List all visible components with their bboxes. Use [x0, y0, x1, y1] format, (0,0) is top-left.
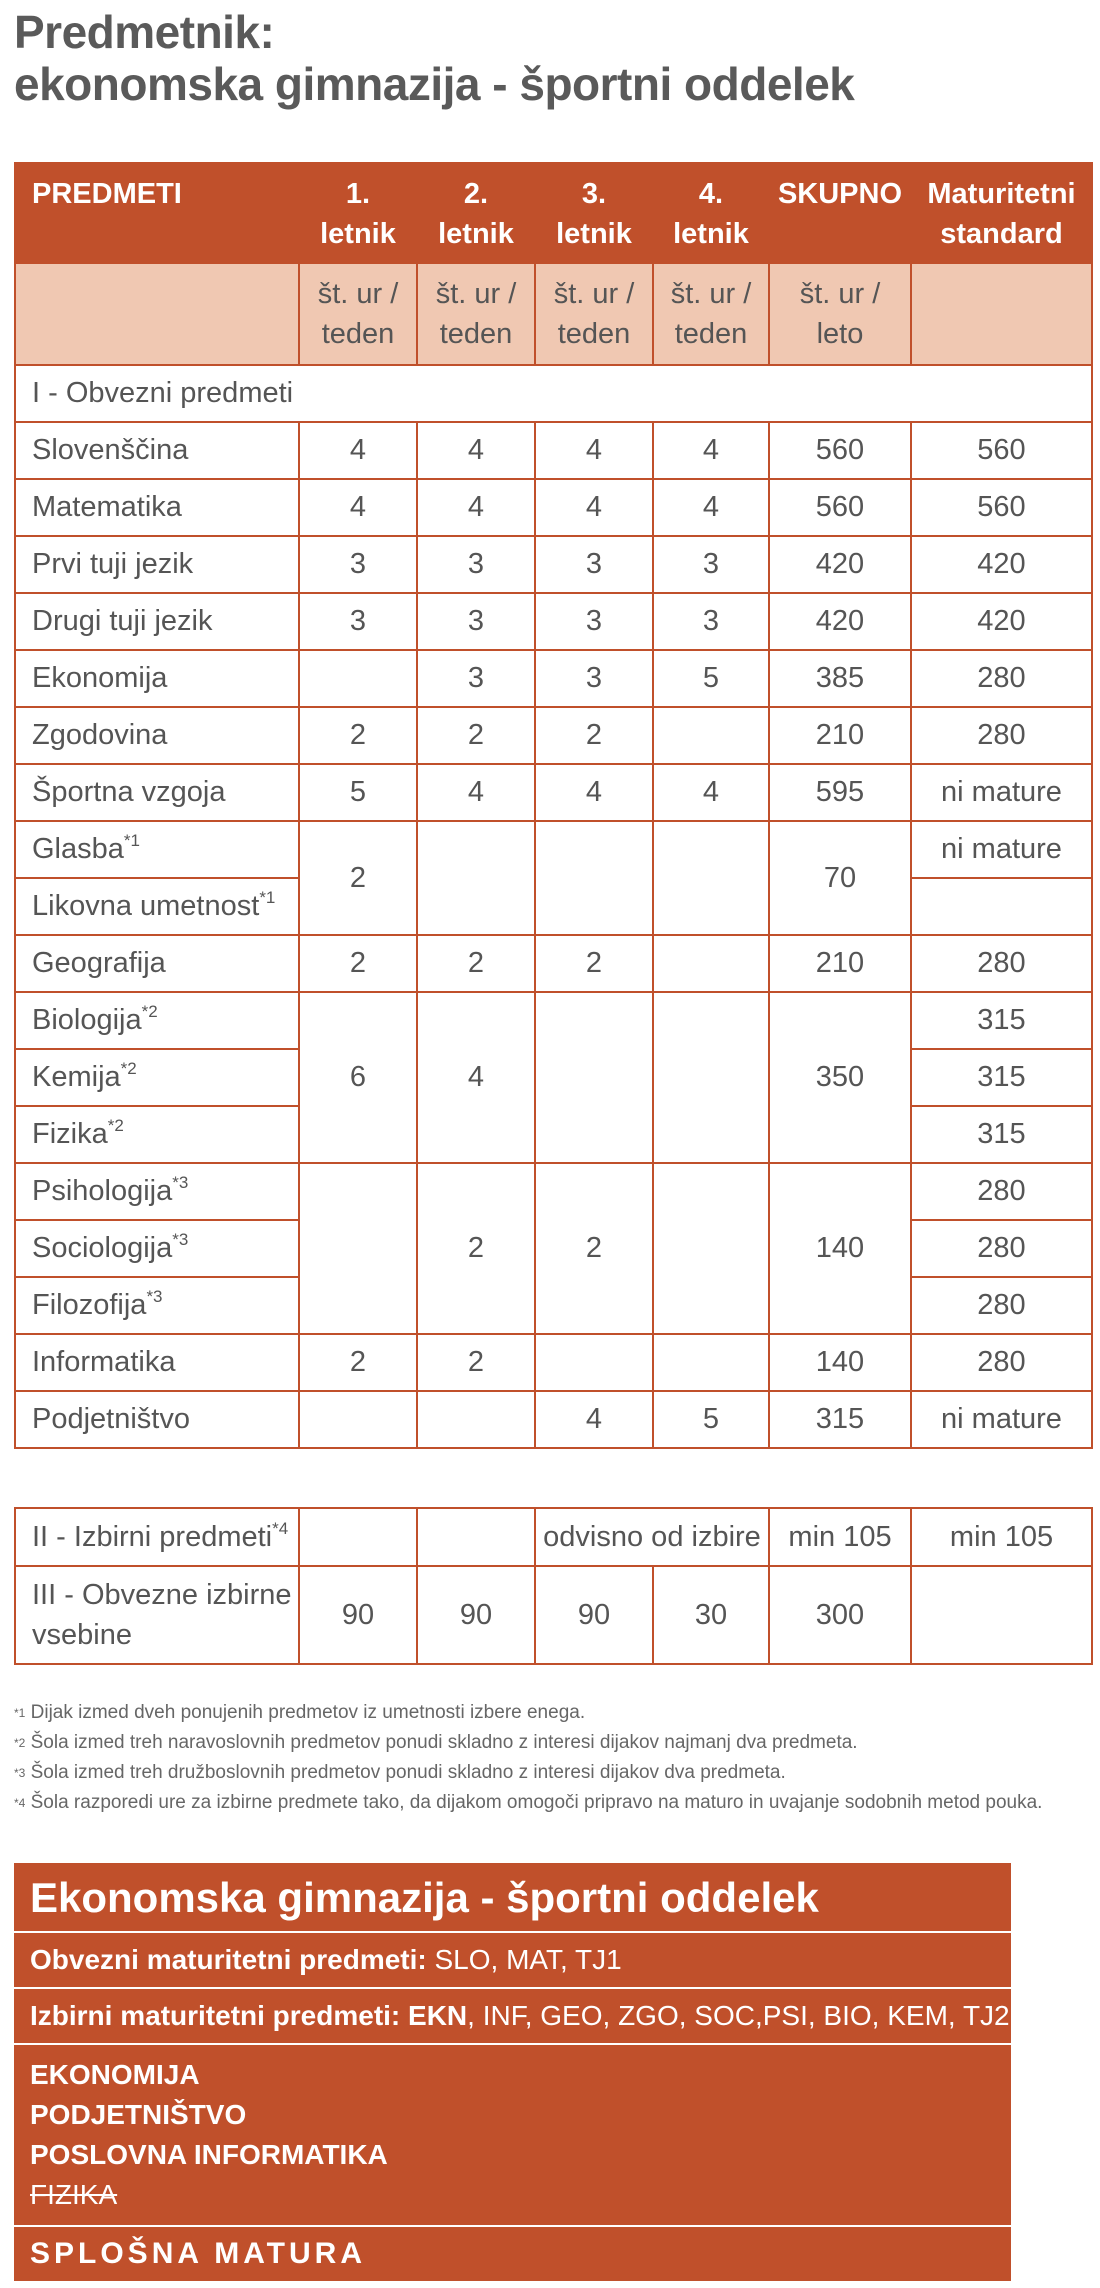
table-row	[15, 1334, 1092, 1391]
cell: 210	[769, 707, 911, 764]
subject-name: Kemija$^{*2}$	[15, 1049, 299, 1106]
cell	[299, 1391, 417, 1448]
cell	[653, 821, 769, 935]
cell: 70	[769, 821, 911, 935]
cell	[535, 821, 653, 935]
cell: min 105	[769, 1508, 911, 1566]
cell: 420	[769, 593, 911, 650]
cell: ni mature	[911, 764, 1092, 821]
subject-name: II - Izbirni predmeti$^{*4}$	[15, 1508, 299, 1566]
cell: 3	[417, 536, 535, 593]
subject-name: Sociologija$^{*3}$	[15, 1220, 299, 1277]
subject-name: Športna vzgoja	[15, 764, 299, 821]
cell	[653, 707, 769, 764]
header-total: SKUPNO	[769, 163, 911, 263]
header-year-3: 3. letnik	[535, 163, 653, 263]
title-line-1: Predmetnik:	[14, 6, 275, 58]
cell: 3	[653, 536, 769, 593]
cell	[911, 878, 1092, 935]
cell	[653, 935, 769, 992]
cell: 4	[535, 479, 653, 536]
cell: 420	[769, 536, 911, 593]
subject-name: Geografija	[15, 935, 299, 992]
subject-name: Informatika	[15, 1334, 299, 1391]
cell: 280	[911, 935, 1092, 992]
subject-name: Psihologija$^{*3}$	[15, 1163, 299, 1220]
cell: 2	[535, 707, 653, 764]
table-row	[15, 1508, 1092, 1566]
cell: 4	[417, 422, 535, 479]
cell: 315	[911, 992, 1092, 1049]
subject-name: Biologija$^{*2}$	[15, 992, 299, 1049]
header-matura: Maturitetni standard	[911, 163, 1092, 263]
cell: 3	[417, 593, 535, 650]
unit-week: št. ur / teden	[535, 263, 653, 365]
subject-name: Likovna umetnost$^{*1}$	[15, 878, 299, 935]
cell: 140	[769, 1163, 911, 1334]
units-row	[15, 263, 1092, 365]
cell	[535, 1334, 653, 1391]
subject-name: Slovenščina	[15, 422, 299, 479]
box-footer: SPLOŠNA MATURA	[30, 2237, 366, 2270]
cell: 4	[417, 992, 535, 1163]
cell: 4	[299, 479, 417, 536]
cell: odvisno od izbire	[535, 1508, 769, 1566]
cell: 3	[299, 593, 417, 650]
table-row	[15, 821, 1092, 878]
cell	[299, 1163, 417, 1334]
cell: min 105	[911, 1508, 1092, 1566]
cell: 5	[653, 650, 769, 707]
struck-subject: FIZIKA	[30, 2179, 118, 2210]
cell: 90	[417, 1566, 535, 1664]
mandatory-matura-subjects: Obvezni maturitetni predmeti: SLO, MAT, TJ1	[14, 1933, 1011, 1989]
header-year-4: 4. letnik	[653, 163, 769, 263]
table-row	[15, 593, 1092, 650]
cell	[911, 1566, 1092, 1664]
table-row	[15, 707, 1092, 764]
cell: 4	[299, 422, 417, 479]
highlight-subject: POSLOVNA INFORMATIKA	[30, 2139, 388, 2170]
matura-box	[14, 1863, 1046, 2281]
cell: 315	[911, 1049, 1092, 1106]
cell: 4	[653, 764, 769, 821]
cell: 420	[911, 536, 1092, 593]
subject-name: Ekonomija	[15, 650, 299, 707]
units-empty	[15, 263, 299, 365]
title-line-2: ekonomska gimnazija - športni oddelek	[14, 58, 855, 110]
cell: 4	[653, 422, 769, 479]
cell: 595	[769, 764, 911, 821]
cell: 3	[417, 650, 535, 707]
cell: 90	[535, 1566, 653, 1664]
cell: 2	[535, 935, 653, 992]
table-row	[15, 992, 1092, 1049]
cell: 3	[653, 593, 769, 650]
cell: 420	[911, 593, 1092, 650]
cell: 350	[769, 992, 911, 1163]
cell: 4	[535, 764, 653, 821]
table-row	[15, 1163, 1092, 1220]
cell	[417, 1391, 535, 1448]
cell	[299, 650, 417, 707]
table-row	[15, 1566, 1092, 1664]
subject-name: Podjetništvo	[15, 1391, 299, 1448]
subject-name: Zgodovina	[15, 707, 299, 764]
cell	[653, 992, 769, 1163]
cell	[653, 1163, 769, 1334]
cell: 280	[911, 1163, 1092, 1220]
cell: 560	[769, 479, 911, 536]
unit-week: št. ur / teden	[417, 263, 535, 365]
table-row	[15, 479, 1092, 536]
table-header-row	[15, 163, 1092, 263]
cell: 280	[911, 707, 1092, 764]
cell: 560	[911, 422, 1092, 479]
section-row	[15, 365, 1092, 422]
cell	[417, 1508, 535, 1566]
highlight-subjects	[14, 2045, 1011, 2227]
cell: ni mature	[911, 1391, 1092, 1448]
cell: 280	[911, 650, 1092, 707]
subject-name: III - Obvezne izbirne vsebine	[15, 1566, 299, 1664]
subject-name: Drugi tuji jezik	[15, 593, 299, 650]
cell: 2	[535, 1163, 653, 1334]
table-row	[15, 536, 1092, 593]
footnotes	[14, 1698, 1042, 1818]
table-row	[15, 935, 1092, 992]
cell: 4	[417, 479, 535, 536]
curriculum-table	[14, 162, 1093, 1449]
footnote: $^{*3}$ Šola izmed treh družboslovnih predmetov ponudi skladno z interesi dijakov dva predmeta.	[14, 1762, 786, 1783]
header-subjects: PREDMETI	[15, 163, 299, 263]
cell: ni mature	[911, 821, 1092, 878]
subject-name: Glasba$^{*1}$	[15, 821, 299, 878]
cell: 3	[535, 536, 653, 593]
cell: 300	[769, 1566, 911, 1664]
cell: 2	[299, 821, 417, 935]
highlight-subject: PODJETNIŠTVO	[30, 2099, 247, 2130]
cell: 2	[299, 1334, 417, 1391]
subject-name: Filozofija$^{*3}$	[15, 1277, 299, 1334]
units-empty	[911, 263, 1092, 365]
cell: 2	[417, 935, 535, 992]
cell	[653, 1334, 769, 1391]
table-row	[15, 422, 1092, 479]
cell: 385	[769, 650, 911, 707]
cell	[299, 1508, 417, 1566]
box-heading: Ekonomska gimnazija - športni oddelek	[14, 1863, 1011, 1933]
unit-week: št. ur / teden	[653, 263, 769, 365]
cell: 315	[911, 1106, 1092, 1163]
cell: 30	[653, 1566, 769, 1664]
cell: 6	[299, 992, 417, 1163]
cell: 280	[911, 1220, 1092, 1277]
cell: 3	[535, 650, 653, 707]
highlight-subject: EKONOMIJA	[30, 2059, 200, 2090]
cell: 560	[769, 422, 911, 479]
cell	[535, 992, 653, 1163]
footnote: $^{*1}$ Dijak izmed dveh ponujenih predmetov iz umetnosti izbere enega.	[14, 1702, 586, 1723]
cell: 5	[653, 1391, 769, 1448]
subject-name: Matematika	[15, 479, 299, 536]
cell: 560	[911, 479, 1092, 536]
header-year-2: 2. letnik	[417, 163, 535, 263]
page-title	[14, 6, 854, 110]
header-year-1: 1. letnik	[299, 163, 417, 263]
cell: 90	[299, 1566, 417, 1664]
footnote: $^{*4}$ Šola razporedi ure za izbirne predmete tako, da dijakom omogoči pripravo na maturo in uvajanje sodobnih metod pouka.	[14, 1792, 1043, 1813]
cell: 280	[911, 1277, 1092, 1334]
footnote: $^{*2}$ Šola izmed treh naravoslovnih predmetov ponudi skladno z interesi dijakov najmanj dva predmeta.	[14, 1732, 858, 1753]
cell: 3	[535, 593, 653, 650]
table-row	[15, 1391, 1092, 1448]
unit-year: št. ur / leto	[769, 263, 911, 365]
cell: 4	[535, 422, 653, 479]
cell: 4	[535, 1391, 653, 1448]
cell: 4	[417, 764, 535, 821]
cell	[417, 821, 535, 935]
cell: 210	[769, 935, 911, 992]
cell: 3	[299, 536, 417, 593]
cell: 5	[299, 764, 417, 821]
cell: 4	[653, 479, 769, 536]
cell: 2	[299, 935, 417, 992]
cell: 280	[911, 1334, 1092, 1391]
elective-table	[14, 1507, 1093, 1665]
section-mandatory: I - Obvezni predmeti	[15, 365, 1092, 422]
subject-name: Fizika$^{*2}$	[15, 1106, 299, 1163]
subject-name: Prvi tuji jezik	[15, 536, 299, 593]
unit-week: št. ur / teden	[299, 263, 417, 365]
table-row	[15, 650, 1092, 707]
cell: 315	[769, 1391, 911, 1448]
cell: 2	[417, 1163, 535, 1334]
cell: 140	[769, 1334, 911, 1391]
table-row	[15, 764, 1092, 821]
elective-matura-subjects: Izbirni maturitetni predmeti: EKN, INF, GEO, ZGO, SOC,PSI, BIO, KEM, TJ2 …	[14, 1989, 1011, 2045]
cell: 2	[299, 707, 417, 764]
cell: 2	[417, 1334, 535, 1391]
cell: 2	[417, 707, 535, 764]
